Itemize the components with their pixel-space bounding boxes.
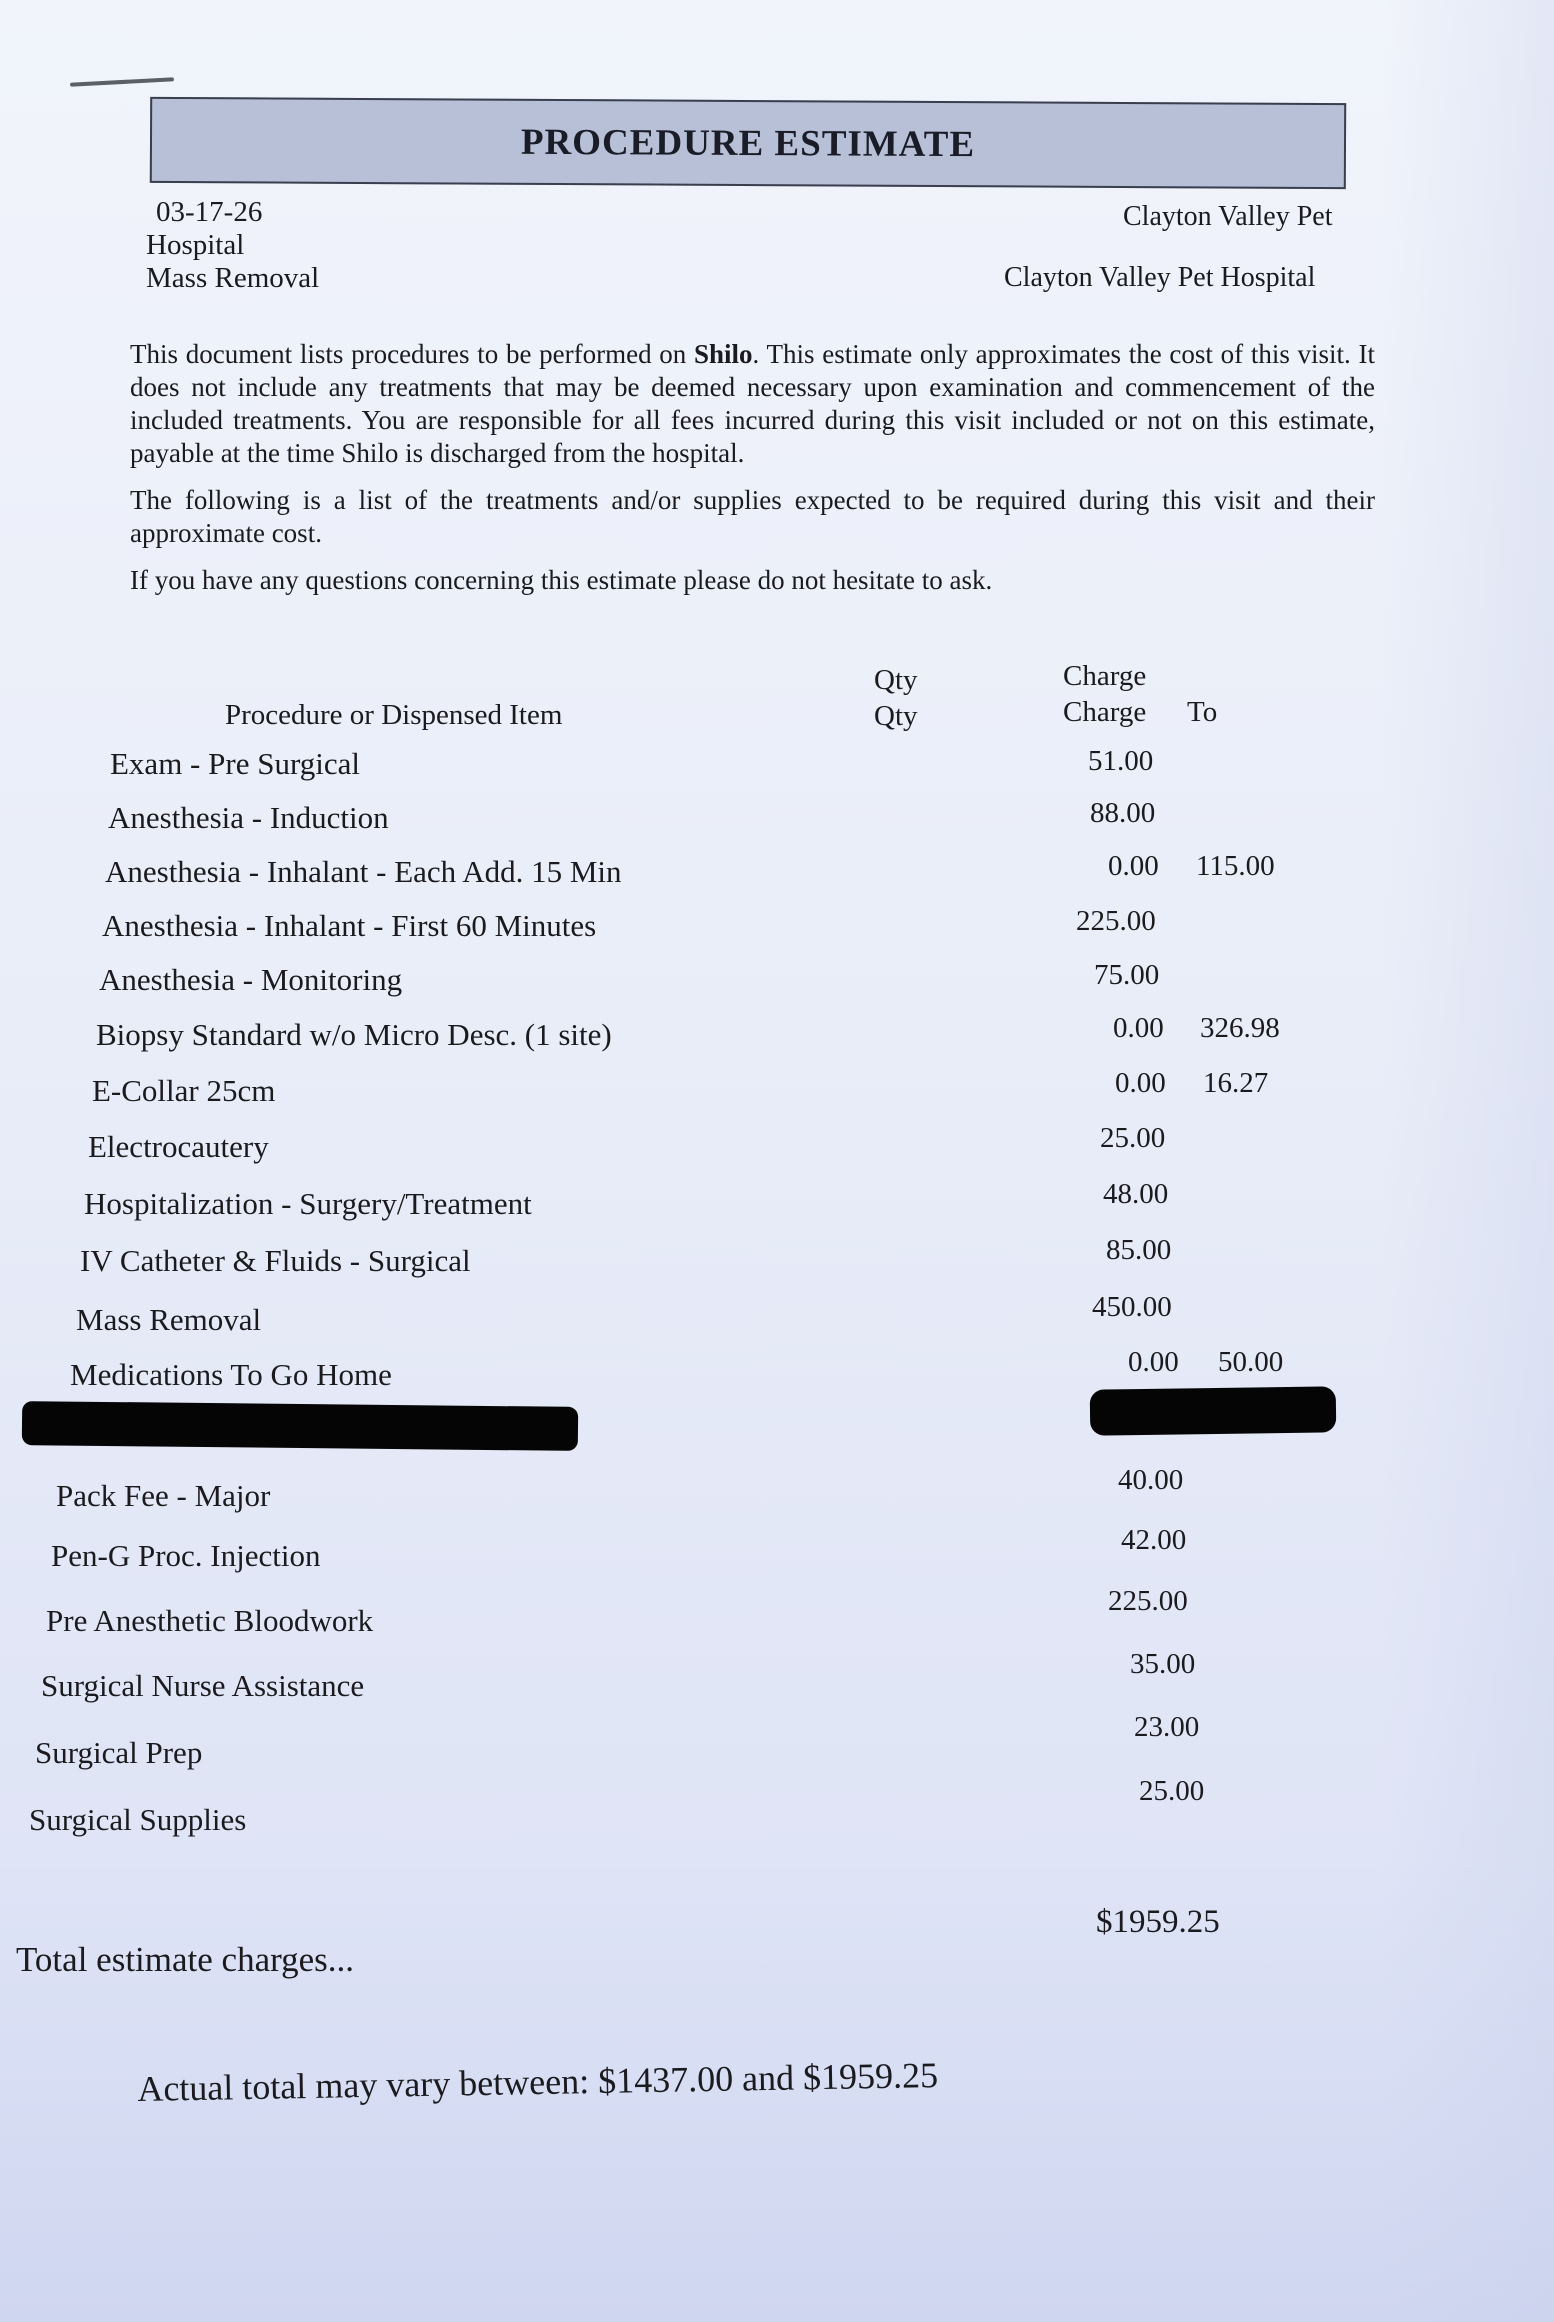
table-row-item: Surgical Nurse Assistance [41,1668,365,1703]
pen-mark [70,77,174,86]
intro-text [130,338,1375,611]
clinic-name-short: Clayton Valley Pet [1123,201,1333,232]
table-row-charge: 0.00 [1128,1346,1179,1378]
table-row-charge: 450.00 [1092,1291,1172,1323]
table-row-charge: 40.00 [1118,1464,1184,1496]
table-row-charge: 0.00 [1115,1067,1166,1099]
table-row-charge: 225.00 [1108,1585,1188,1617]
table-row-charge: 25.00 [1100,1122,1166,1154]
table-row-item: Electrocautery [88,1129,269,1164]
table-row-charge: 225.00 [1076,905,1156,937]
redaction-bar-left [22,1401,578,1451]
col-header-qty-1: Qty [874,664,918,696]
table-row-to: 326.98 [1200,1012,1280,1044]
table-row-item: Pen-G Proc. Injection [51,1538,321,1573]
table-row-item: Surgical Prep [35,1735,203,1770]
table-row-item: Mass Removal [76,1302,262,1337]
table-row-charge: 0.00 [1113,1012,1164,1044]
meta-line-hospital: Hospital [146,229,245,261]
redaction-bar-right [1090,1386,1337,1435]
table-row-item: Biopsy Standard w/o Micro Desc. (1 site) [96,1017,612,1052]
intro-paragraph-2: The following is a list of the treatments and/or supplies expected to be required during this visit and their approximate cost. [130,485,1375,548]
page-title: PROCEDURE ESTIMATE [520,121,976,165]
table-row-charge: 85.00 [1106,1234,1172,1266]
col-header-item: Procedure or Dispensed Item [225,699,563,731]
page-shadow [1380,0,1554,2322]
col-header-qty-2: Qty [874,700,918,732]
intro-paragraph-3: If you have any questions concerning this estimate please do not hesitate to ask. [130,565,993,595]
table-row-item: Anesthesia - Inhalant - Each Add. 15 Min [105,854,622,889]
table-row-to: 16.27 [1203,1067,1269,1099]
table-row-item: Exam - Pre Surgical [110,746,360,781]
table-row-charge: 0.00 [1108,850,1159,882]
table-row-charge: 51.00 [1088,745,1154,777]
table-row-to: 115.00 [1196,850,1275,882]
table-row-item: Hospitalization - Surgery/Treatment [84,1186,532,1221]
table-row-charge: 48.00 [1103,1178,1169,1210]
total-label: Total estimate charges... [16,1940,355,1979]
table-row-item: Medications To Go Home [70,1357,392,1392]
col-header-to: To [1187,696,1218,728]
clinic-name-full: Clayton Valley Pet Hospital [1004,262,1316,293]
table-row-item: Surgical Supplies [29,1802,247,1837]
table-row-item: Anesthesia - Induction [108,800,389,835]
table-row-charge: 88.00 [1090,797,1156,829]
patient-name: Shilo [694,339,753,369]
col-header-charge [1063,658,1146,730]
table-row-charge: 25.00 [1139,1775,1205,1807]
estimate-range: Actual total may vary between: $1437.00 and $1959.25 [137,2055,939,2109]
table-row-item: Pre Anesthetic Bloodwork [46,1603,374,1638]
table-row-item: IV Catheter & Fluids - Surgical [80,1243,471,1278]
meta-line-procedure: Mass Removal [146,262,320,294]
col-header-charge-2: Charge [1063,696,1147,728]
header-box [150,97,1346,189]
intro-p1-before: This document lists procedures to be performed on [130,339,694,369]
col-header-qty [874,662,918,734]
table-row-charge: 75.00 [1094,959,1160,991]
col-header-charge-1: Charge [1063,660,1147,692]
table-row-item: E-Collar 25cm [92,1073,276,1108]
total-value: $1959.25 [1096,1904,1220,1940]
table-row-charge: 35.00 [1130,1648,1196,1680]
table-row-item: Pack Fee - Major [56,1478,271,1513]
table-row-charge: 23.00 [1134,1711,1200,1743]
intro-p1-after: . This estimate only approximates the cost of this visit. It does not include any treatments that may be deemed necessary upon examination and commencement of the included treatments. You are responsible for all fees incurred during this visit included or not on this estimate, payable at the time Shilo is discharged from the hospital. [130,339,1375,468]
table-row-to: 50.00 [1218,1346,1284,1378]
intro-paragraph-1 [130,338,1375,470]
table-row-charge: 42.00 [1121,1524,1187,1556]
table-row-item: Anesthesia - Inhalant - First 60 Minutes [102,908,597,943]
table-row-item: Anesthesia - Monitoring [99,962,403,997]
meta-left [146,196,319,295]
estimate-date: 03-17-26 [156,196,263,228]
